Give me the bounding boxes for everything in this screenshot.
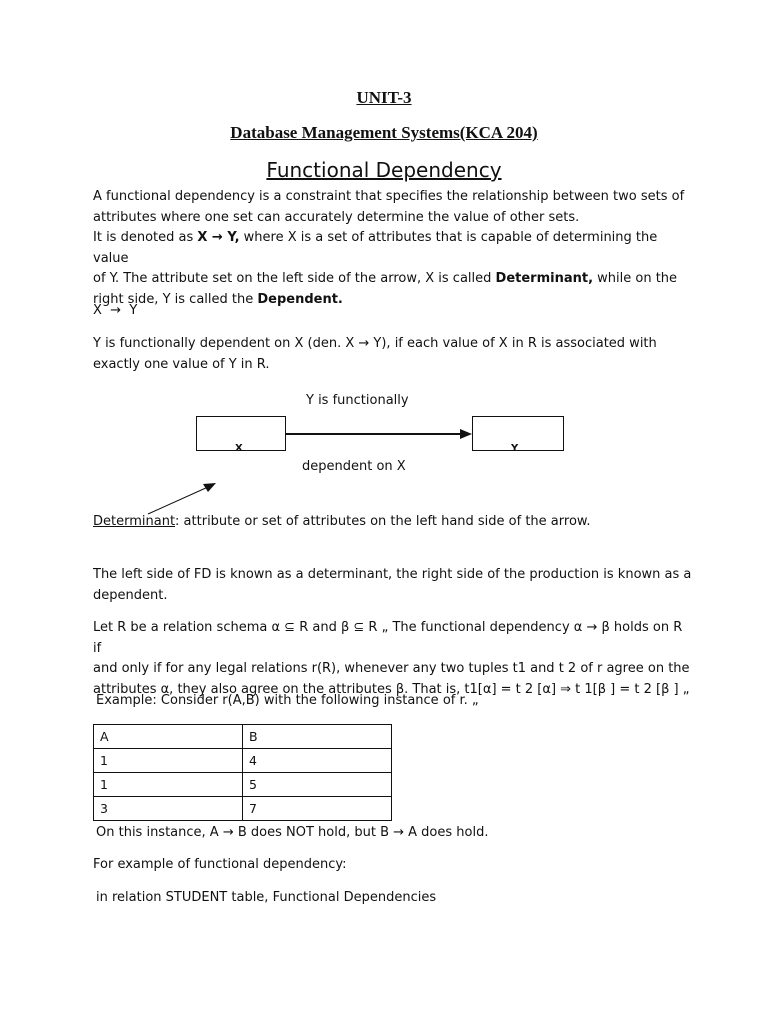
example-conclusion: On this instance, A → B does NOT hold, but B → A does hold. [96, 825, 489, 840]
dependent-box-label: Y [511, 443, 519, 454]
pointer-arrow-head [203, 483, 216, 492]
footer-line-1: For example of functional dependency: [93, 857, 347, 872]
table-cell: 7 [243, 797, 392, 821]
formal-line-2: and only if for any legal relations r(R), whenever any two tuples t1 and t 2 of r agree on the [93, 661, 690, 676]
diagram-bottom-label: dependent on X [302, 459, 406, 474]
page-title: Functional Dependency [266, 158, 502, 182]
intro-line-4-post: while on the [593, 271, 678, 286]
table-header-cell: B [243, 725, 392, 749]
fd-arrow [284, 426, 474, 442]
footer-line-2: in relation STUDENT table, Functional Dependencies [96, 890, 437, 905]
table-row [94, 725, 392, 749]
course-heading: Database Management Systems(KCA 204) [230, 123, 538, 142]
intro-line-3-pre: It is denoted as [93, 230, 198, 245]
determinant-bold: Determinant, [495, 271, 594, 286]
intro-line-2: attributes where one set can accurately determine the value of other sets. [93, 209, 580, 225]
formal-definition [93, 618, 693, 700]
intro-line-5 [93, 290, 693, 311]
table-cell: 4 [243, 749, 392, 773]
table-row [94, 797, 392, 821]
determinant-definition [93, 512, 590, 533]
table-cell: 1 [94, 773, 243, 797]
unit-heading: UNIT-3 [356, 88, 412, 107]
table-row [94, 749, 392, 773]
intro-line-3-post: where X is a set of attributes that is capable of determining the value [93, 230, 658, 266]
table-row [94, 773, 392, 797]
pointer-arrow-line [148, 487, 208, 514]
definition-line-1: Y is functionally dependent on X (den. X → Y), if each value of X in R is associated with [93, 336, 657, 351]
intro-line-1: A functional dependency is a constraint that specifies the relationship between two sets of [93, 189, 685, 204]
intro-line-4 [93, 269, 693, 290]
dependent-bold: Dependent. [257, 291, 343, 307]
formal-line-1: Let R be a relation schema α ⊆ R and β ⊆ R „ The functional dependency α → β holds on R if [93, 620, 683, 656]
intro-line-5-pre: right side, Y is called the [93, 291, 258, 307]
intro-line-4-pre: of Y. The attribute set on the left side of the arrow, X is called [93, 271, 496, 286]
fd-arrow-head [460, 429, 472, 439]
determinant-box-label: X [235, 443, 243, 454]
definition-line-2: exactly one value of Y in R. [93, 356, 270, 372]
diagram-top-label: Y is functionally [306, 393, 409, 408]
determinant-term: Determinant [93, 514, 176, 529]
notation: X → Y [93, 303, 138, 318]
table-cell: 3 [94, 797, 243, 821]
intro-paragraph [93, 187, 693, 310]
fd-sides-line-2: dependent. [93, 587, 168, 603]
table-cell: 5 [243, 773, 392, 797]
fd-sides-paragraph [93, 565, 693, 606]
table-cell: 1 [94, 749, 243, 773]
intro-notation-bold: X → Y, [197, 230, 240, 245]
fd-sides-line-1: The left side of FD is known as a determinant, the right side of the production is known as a [93, 567, 692, 582]
definition-paragraph [93, 334, 674, 375]
instance-table [93, 724, 392, 821]
formal-line-3: attributes α, they also agree on the attributes β. That is, t1[α] = t 2 [α] ⇒ t 1[β ] = t 2 [β ] „ [93, 681, 690, 697]
table-header-cell: A [94, 725, 243, 749]
determinant-text: : attribute or set of attributes on the left hand side of the arrow. [175, 514, 591, 529]
intro-line-3 [93, 228, 693, 269]
example-intro: Example: Consider r(A,B) with the following instance of r. „ [96, 693, 479, 708]
